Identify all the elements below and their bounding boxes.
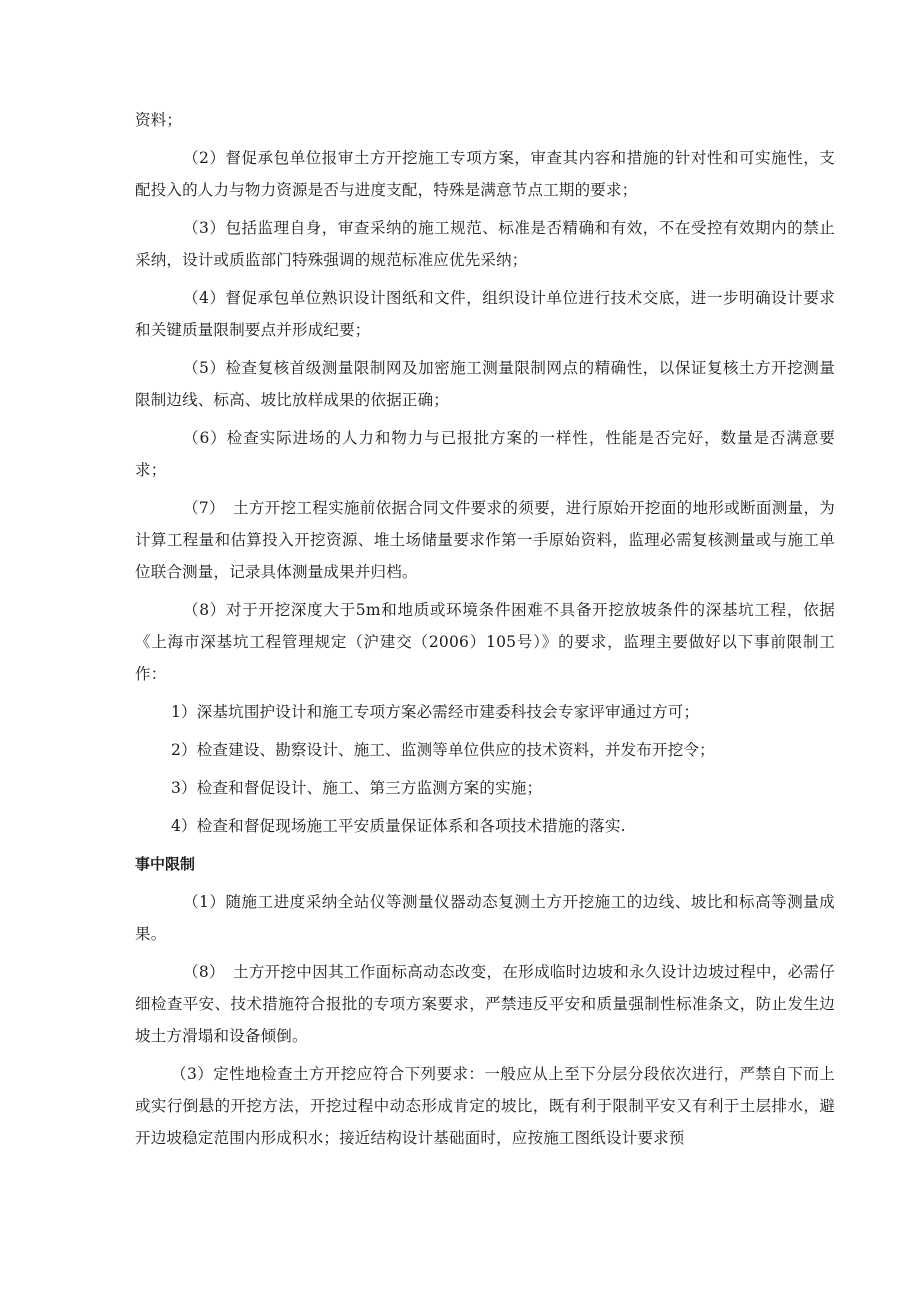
subitem-2: 2）检查建设、勘察设计、施工、监测等单位供应的技术资料，并发布开挖令；: [171, 741, 715, 759]
paragraph-item-6: （6）检查实际进场的人力和物力与已报批方案的一样性，性能是否完好，数量是否满意要求；: [135, 429, 835, 479]
subitem-1: 1）深基坑围护设计和施工专项方案必需经市建委科技会专家评审通过方可；: [171, 703, 700, 721]
paragraph-item-4: （4）督促承包单位熟识设计图纸和文件，组织设计单位进行技术交底，进一步明确设计要求和关键质量限制要点并形成纪要；: [135, 289, 835, 339]
subitem-4: 4）检查和督促现场施工平安质量保证体系和各项技术措施的落实.: [171, 817, 626, 835]
paragraph-during-3: （3）定性地检查土方开挖应符合下列要求：一般应从上至下分层分段依次进行，严禁自下而上或实行倒悬的开挖方法，开挖过程中动态形成肯定的坡比，既有利于限制平安又有利于土层排水，避开边坡稳定范围内形成积水；接近结构设计基础面时，应按施工图纸设计要求预: [135, 1065, 835, 1147]
document-page: [135, 104, 835, 1160]
paragraph-during-8: （8） 土方开挖中因其工作面标高动态改变，在形成临时边坡和永久设计边坡过程中，必需仔细检查平安、技术措施符合报批的专项方案要求，严禁违反平安和质量强制性标准条文，防止发生边坡土方滑塌和设备倾倒。: [135, 963, 835, 1045]
paragraph-item-7: （7） 土方开挖工程实施前依据合同文件要求的须要，进行原始开挖面的地形或断面测量，为计算工程量和估算投入开挖资源、堆土场储量要求作第一手原始资料，监理必需复核测量或与施工单位联合测量，记录具体测量成果并归档。: [135, 499, 835, 581]
paragraph-item-8: （8）对于开挖深度大于5m和地质或环境条件困难不具备开挖放坡条件的深基坑工程，依据《上海市深基坑工程管理规定（沪建交（2006）105号）》的要求，监理主要做好以下事前限制工作：: [135, 601, 835, 683]
paragraph-item-3: （3）包括监理自身，审查采纳的施工规范、标准是否精确和有效，不在受控有效期内的禁止采纳，设计或质监部门特殊强调的规范标准应优先采纳；: [135, 219, 835, 269]
paragraph-item-5: （5）检查复核首级测量限制网及加密施工测量限制网点的精确性，以保证复核土方开挖测量限制边线、标高、坡比放样成果的依据正确；: [135, 359, 835, 409]
paragraph-item-2: （2）督促承包单位报审土方开挖施工专项方案，审查其内容和措施的针对性和可实施性，支配投入的人力与物力资源是否与进度支配，特殊是满意节点工期的要求；: [135, 149, 835, 199]
paragraph-continued: 资料；: [135, 111, 183, 129]
subitem-3: 3）检查和督促设计、施工、第三方监测方案的实施；: [171, 779, 543, 797]
section-heading: 事中限制: [135, 855, 196, 873]
paragraph-during-1: （1）随施工进度采纳全站仪等测量仪器动态复测土方开挖施工的边线、坡比和标高等测量成果。: [135, 893, 835, 943]
